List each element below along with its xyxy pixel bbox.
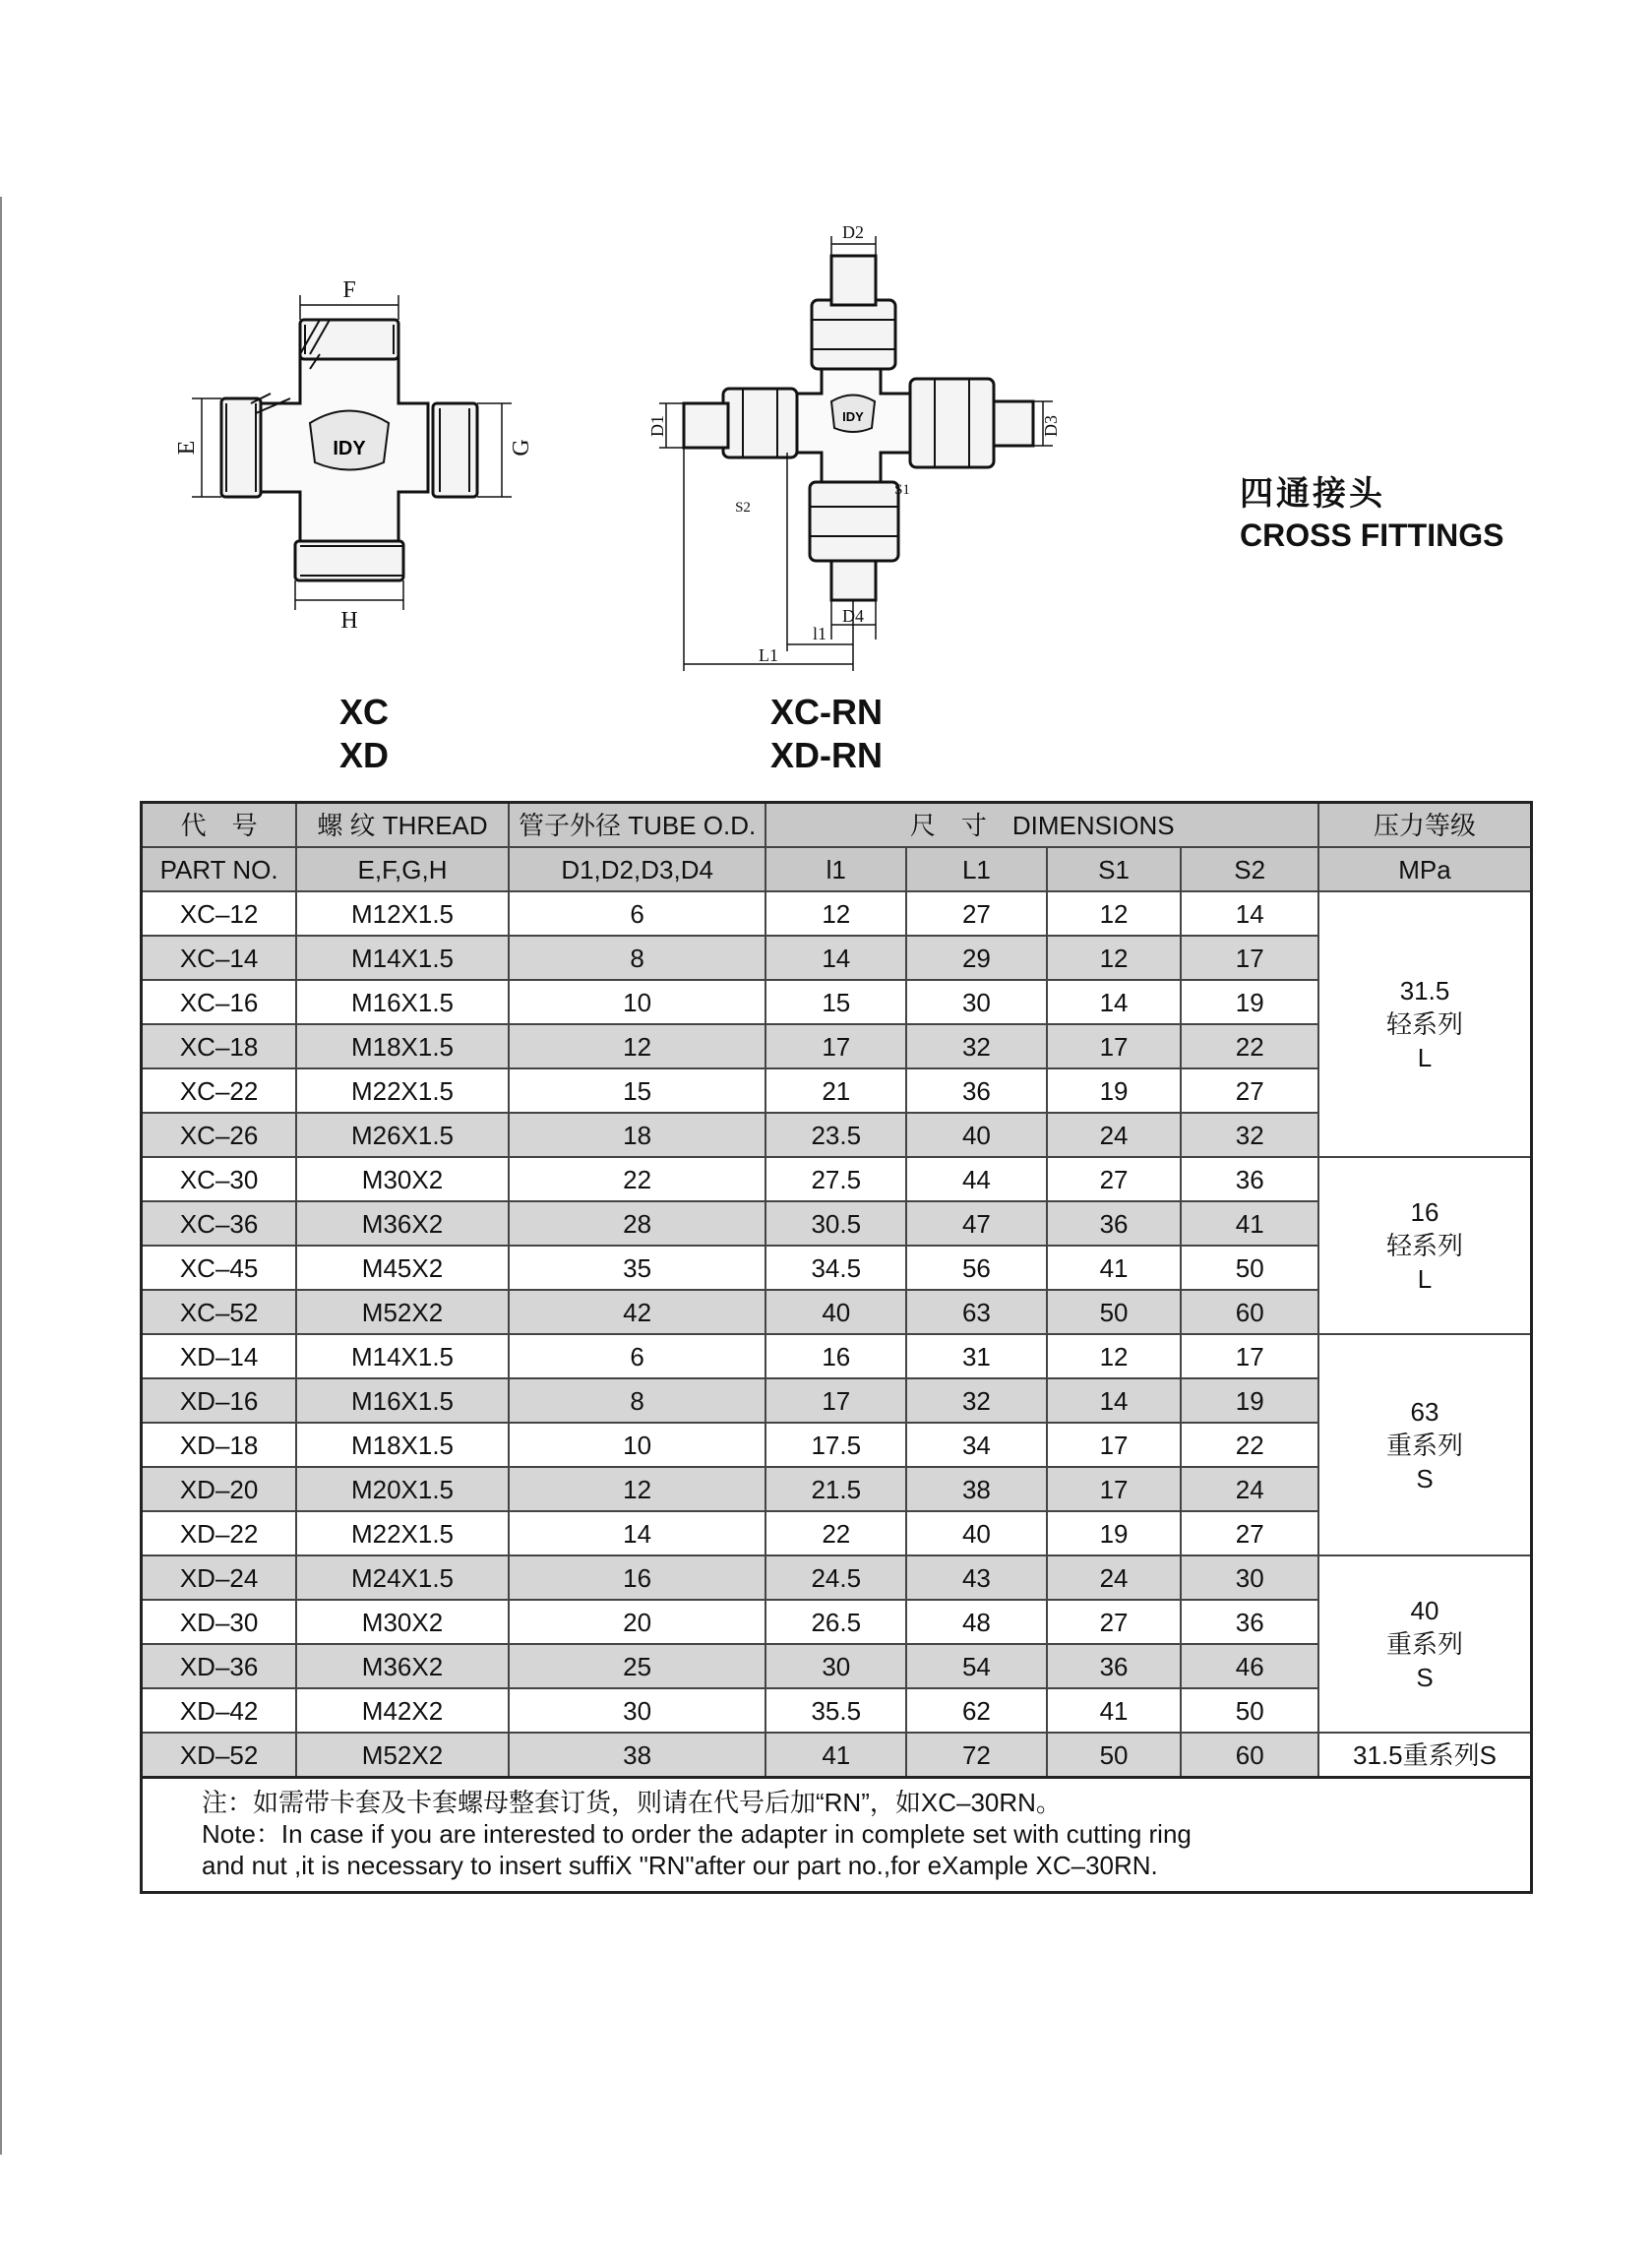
cell-s1: 41 [1047, 1246, 1182, 1290]
cell-tube-od: 14 [509, 1511, 766, 1555]
cell-l1: 63 [906, 1290, 1047, 1334]
header-part-no: PART NO. [142, 847, 297, 891]
cell-s1: 36 [1047, 1644, 1182, 1688]
cell-part-no: XC–30 [142, 1157, 297, 1201]
cell-thread: M14X1.5 [296, 936, 509, 980]
cell-tube-od: 42 [509, 1290, 766, 1334]
cell-l1: 32 [906, 1024, 1047, 1068]
pressure-value: 31.5重系列S [1353, 1739, 1497, 1770]
cell-s2: 50 [1181, 1688, 1318, 1733]
cell-thread: M24X1.5 [296, 1555, 509, 1600]
cell-s1: 27 [1047, 1157, 1182, 1201]
cell-l1-small: 17 [765, 1378, 906, 1423]
pressure-series: 轻系列 [1386, 1231, 1464, 1260]
table-row [142, 1733, 1532, 1778]
spec-table [140, 801, 1533, 1894]
cell-s1: 12 [1047, 891, 1182, 936]
cell-tube-od: 6 [509, 891, 766, 936]
cell-part-no: XD–52 [142, 1733, 297, 1778]
dim-label-l1: L1 [759, 645, 778, 665]
dim-label-g: G [509, 439, 534, 457]
cell-part-no: XC–45 [142, 1246, 297, 1290]
cell-thread: M22X1.5 [296, 1068, 509, 1113]
cell-tube-od: 12 [509, 1467, 766, 1511]
title-english: CROSS FITTINGS [1240, 518, 1504, 553]
cell-s2: 27 [1181, 1511, 1318, 1555]
note-english-line2: and nut ,it is necessary to insert suffiX "RN"after our part no.,for eXample XC–30RN. [202, 1851, 1158, 1880]
pressure-series: 轻系列 [1386, 1009, 1464, 1039]
dim-label-d2: D2 [842, 222, 864, 242]
table-row [142, 1334, 1532, 1378]
cell-thread: M42X2 [296, 1688, 509, 1733]
cross-fitting-drawing-xcrn [644, 222, 1061, 679]
dim-label-h: H [340, 608, 358, 634]
cell-thread: M20X1.5 [296, 1467, 509, 1511]
cell-s2: 22 [1181, 1423, 1318, 1467]
pressure-value: 40 [1410, 1596, 1439, 1625]
cell-part-no: XD–42 [142, 1688, 297, 1733]
dim-label-f: F [342, 277, 356, 303]
title-chinese: 四通接头 [1240, 474, 1385, 514]
cell-l1: 31 [906, 1334, 1047, 1378]
header-tube: 管子外径 TUBE O.D. [509, 803, 766, 848]
cell-s2: 46 [1181, 1644, 1318, 1688]
pressure-code: L [1417, 1043, 1433, 1072]
cell-thread: M18X1.5 [296, 1024, 509, 1068]
cell-tube-od: 28 [509, 1201, 766, 1246]
cell-l1-small: 30.5 [765, 1201, 906, 1246]
cell-thread: M36X2 [296, 1644, 509, 1688]
cell-part-no: XD–20 [142, 1467, 297, 1511]
cell-s2: 36 [1181, 1157, 1318, 1201]
note-english-line1: Note：In case if you are interested to order the adapter in complete set with cutting ring [202, 1819, 1192, 1849]
dim-label-e: E [174, 440, 200, 456]
cell-l1-small: 14 [765, 936, 906, 980]
dim-label-d1: D1 [647, 415, 667, 437]
cell-part-no: XD–18 [142, 1423, 297, 1467]
header-s2: S2 [1181, 847, 1318, 891]
cell-s1: 24 [1047, 1113, 1182, 1157]
cell-l1: 62 [906, 1688, 1047, 1733]
cell-l1: 30 [906, 980, 1047, 1024]
header-part-cn: 代 号 [142, 803, 297, 848]
cell-l1: 29 [906, 936, 1047, 980]
cell-l1: 54 [906, 1644, 1047, 1688]
cell-l1-small: 30 [765, 1644, 906, 1688]
cell-l1: 43 [906, 1555, 1047, 1600]
cell-part-no: XD–14 [142, 1334, 297, 1378]
cell-part-no: XD–36 [142, 1644, 297, 1688]
page-edge-line [0, 197, 2, 2155]
model-label-xc-xd [300, 691, 428, 777]
cell-thread: M52X2 [296, 1290, 509, 1334]
dim-label-d4: D4 [842, 606, 864, 626]
header-pressure: 压力等级 [1318, 803, 1531, 848]
cell-thread: M30X2 [296, 1600, 509, 1644]
cell-tube-od: 18 [509, 1113, 766, 1157]
cell-s1: 12 [1047, 936, 1182, 980]
cell-thread: M12X1.5 [296, 891, 509, 936]
cross-fitting-drawing-xc [162, 275, 536, 634]
dim-label-s2: S2 [735, 500, 751, 516]
header-thread: 螺 纹 THREAD [296, 803, 509, 848]
cell-part-no: XD–24 [142, 1555, 297, 1600]
cell-l1: 40 [906, 1113, 1047, 1157]
cell-s1: 14 [1047, 1378, 1182, 1423]
header-s1: S1 [1047, 847, 1182, 891]
cell-l1-small: 35.5 [765, 1688, 906, 1733]
cell-s1: 19 [1047, 1068, 1182, 1113]
cell-tube-od: 8 [509, 936, 766, 980]
cell-l1: 47 [906, 1201, 1047, 1246]
cell-s1: 41 [1047, 1688, 1182, 1733]
cell-thread: M14X1.5 [296, 1334, 509, 1378]
model-xc-rn: XC-RN [770, 692, 883, 732]
spec-table-header [142, 803, 1532, 892]
table-row [142, 891, 1532, 936]
cell-l1-small: 21 [765, 1068, 906, 1113]
cell-l1: 27 [906, 891, 1047, 936]
header-mpa: MPa [1318, 847, 1531, 891]
cell-l1: 32 [906, 1378, 1047, 1423]
cell-tube-od: 35 [509, 1246, 766, 1290]
cell-s2: 27 [1181, 1068, 1318, 1113]
cell-tube-od: 15 [509, 1068, 766, 1113]
cell-s1: 19 [1047, 1511, 1182, 1555]
cell-part-no: XC–14 [142, 936, 297, 980]
cell-l1-small: 17.5 [765, 1423, 906, 1467]
cell-s1: 50 [1047, 1290, 1182, 1334]
cell-l1: 40 [906, 1511, 1047, 1555]
pressure-series: 重系列 [1386, 1629, 1464, 1659]
cell-s1: 24 [1047, 1555, 1182, 1600]
cell-s1: 17 [1047, 1024, 1182, 1068]
dim-label-d3: D3 [1041, 415, 1061, 437]
cell-part-no: XD–30 [142, 1600, 297, 1644]
cell-s2: 19 [1181, 980, 1318, 1024]
pressure-value: 31.5 [1399, 976, 1450, 1006]
pressure-code: S [1416, 1663, 1434, 1692]
cell-s2: 30 [1181, 1555, 1318, 1600]
cell-tube-od: 30 [509, 1688, 766, 1733]
cell-thread: M30X2 [296, 1157, 509, 1201]
cell-s2: 24 [1181, 1467, 1318, 1511]
cell-tube-od: 10 [509, 1423, 766, 1467]
cell-s2: 22 [1181, 1024, 1318, 1068]
cell-tube-od: 10 [509, 980, 766, 1024]
idy-logo-text: IDY [333, 438, 366, 459]
cell-thread: M22X1.5 [296, 1511, 509, 1555]
header-thread-sizes: E,F,G,H [296, 847, 509, 891]
cell-l1: 34 [906, 1423, 1047, 1467]
pressure-group-3 [1318, 1334, 1531, 1555]
cell-s2: 50 [1181, 1246, 1318, 1290]
cell-part-no: XC–22 [142, 1068, 297, 1113]
cell-s1: 14 [1047, 980, 1182, 1024]
cell-l1-small: 21.5 [765, 1467, 906, 1511]
note-chinese: 注：如需带卡套及卡套螺母整套订货，则请在代号后加“RN”，如XC–30RN。 [202, 1788, 1062, 1817]
cell-thread: M36X2 [296, 1201, 509, 1246]
cell-s1: 17 [1047, 1423, 1182, 1467]
cell-tube-od: 6 [509, 1334, 766, 1378]
cell-s2: 60 [1181, 1290, 1318, 1334]
cell-tube-od: 8 [509, 1378, 766, 1423]
cell-part-no: XC–36 [142, 1201, 297, 1246]
cell-thread: M18X1.5 [296, 1423, 509, 1467]
model-xd: XD [338, 735, 389, 775]
cell-thread: M45X2 [296, 1246, 509, 1290]
table-row [142, 1157, 1532, 1201]
cell-s1: 27 [1047, 1600, 1182, 1644]
cell-s1: 36 [1047, 1201, 1182, 1246]
cell-s1: 50 [1047, 1733, 1182, 1778]
dim-label-l1-small: l1 [812, 624, 827, 643]
cell-thread: M16X1.5 [296, 1378, 509, 1423]
model-label-xcrn-xdrn [718, 691, 935, 777]
dim-label-s1: S1 [894, 482, 910, 498]
cell-s2: 17 [1181, 936, 1318, 980]
spec-table-body [142, 891, 1532, 1778]
cell-s2: 41 [1181, 1201, 1318, 1246]
cell-l1-small: 24.5 [765, 1555, 906, 1600]
cell-l1-small: 26.5 [765, 1600, 906, 1644]
cell-s2: 14 [1181, 891, 1318, 936]
pressure-code: S [1416, 1463, 1434, 1493]
cell-thread: M26X1.5 [296, 1113, 509, 1157]
pressure-group-2 [1318, 1157, 1531, 1334]
cell-tube-od: 38 [509, 1733, 766, 1778]
cell-l1: 48 [906, 1600, 1047, 1644]
pressure-series: 重系列 [1386, 1430, 1464, 1460]
cell-l1-small: 15 [765, 980, 906, 1024]
cell-tube-od: 16 [509, 1555, 766, 1600]
cell-l1-small: 12 [765, 891, 906, 936]
pressure-group-1 [1318, 891, 1531, 1157]
order-note [142, 1778, 1532, 1893]
cell-l1-small: 34.5 [765, 1246, 906, 1290]
cell-s2: 19 [1181, 1378, 1318, 1423]
pressure-group-5 [1318, 1733, 1531, 1778]
cell-l1-small: 17 [765, 1024, 906, 1068]
model-xd-rn: XD-RN [770, 735, 883, 775]
cell-l1-small: 27.5 [765, 1157, 906, 1201]
cell-s1: 17 [1047, 1467, 1182, 1511]
cell-tube-od: 25 [509, 1644, 766, 1688]
cell-l1: 72 [906, 1733, 1047, 1778]
cell-part-no: XC–16 [142, 980, 297, 1024]
cell-part-no: XC–26 [142, 1113, 297, 1157]
header-tube-sizes: D1,D2,D3,D4 [509, 847, 766, 891]
cell-l1: 44 [906, 1157, 1047, 1201]
cell-l1: 56 [906, 1246, 1047, 1290]
cell-tube-od: 20 [509, 1600, 766, 1644]
header-l1: L1 [906, 847, 1047, 891]
model-xc: XC [338, 692, 389, 732]
idy-logo-text-rn: IDY [842, 409, 864, 424]
cell-thread: M16X1.5 [296, 980, 509, 1024]
cell-part-no: XC–18 [142, 1024, 297, 1068]
cell-part-no: XC–52 [142, 1290, 297, 1334]
cell-part-no: XD–22 [142, 1511, 297, 1555]
cell-l1-small: 23.5 [765, 1113, 906, 1157]
header-l1-small: l1 [765, 847, 906, 891]
cell-s2: 36 [1181, 1600, 1318, 1644]
cell-l1: 36 [906, 1068, 1047, 1113]
cell-s2: 32 [1181, 1113, 1318, 1157]
cell-s2: 60 [1181, 1733, 1318, 1778]
cell-l1-small: 22 [765, 1511, 906, 1555]
cell-s1: 12 [1047, 1334, 1182, 1378]
header-dimensions: 尺 寸 DIMENSIONS [765, 803, 1318, 848]
cell-part-no: XC–12 [142, 891, 297, 936]
cell-l1-small: 40 [765, 1290, 906, 1334]
table-row [142, 1555, 1532, 1600]
cell-l1-small: 41 [765, 1733, 906, 1778]
pressure-group-4 [1318, 1555, 1531, 1733]
cell-l1: 38 [906, 1467, 1047, 1511]
pressure-value: 16 [1410, 1197, 1439, 1227]
pressure-value: 63 [1410, 1396, 1439, 1427]
pressure-code: L [1417, 1264, 1433, 1294]
cell-thread: M52X2 [296, 1733, 509, 1778]
cell-tube-od: 22 [509, 1157, 766, 1201]
cell-l1-small: 16 [765, 1334, 906, 1378]
cell-part-no: XD–16 [142, 1378, 297, 1423]
cell-tube-od: 12 [509, 1024, 766, 1068]
cell-s2: 17 [1181, 1334, 1318, 1378]
